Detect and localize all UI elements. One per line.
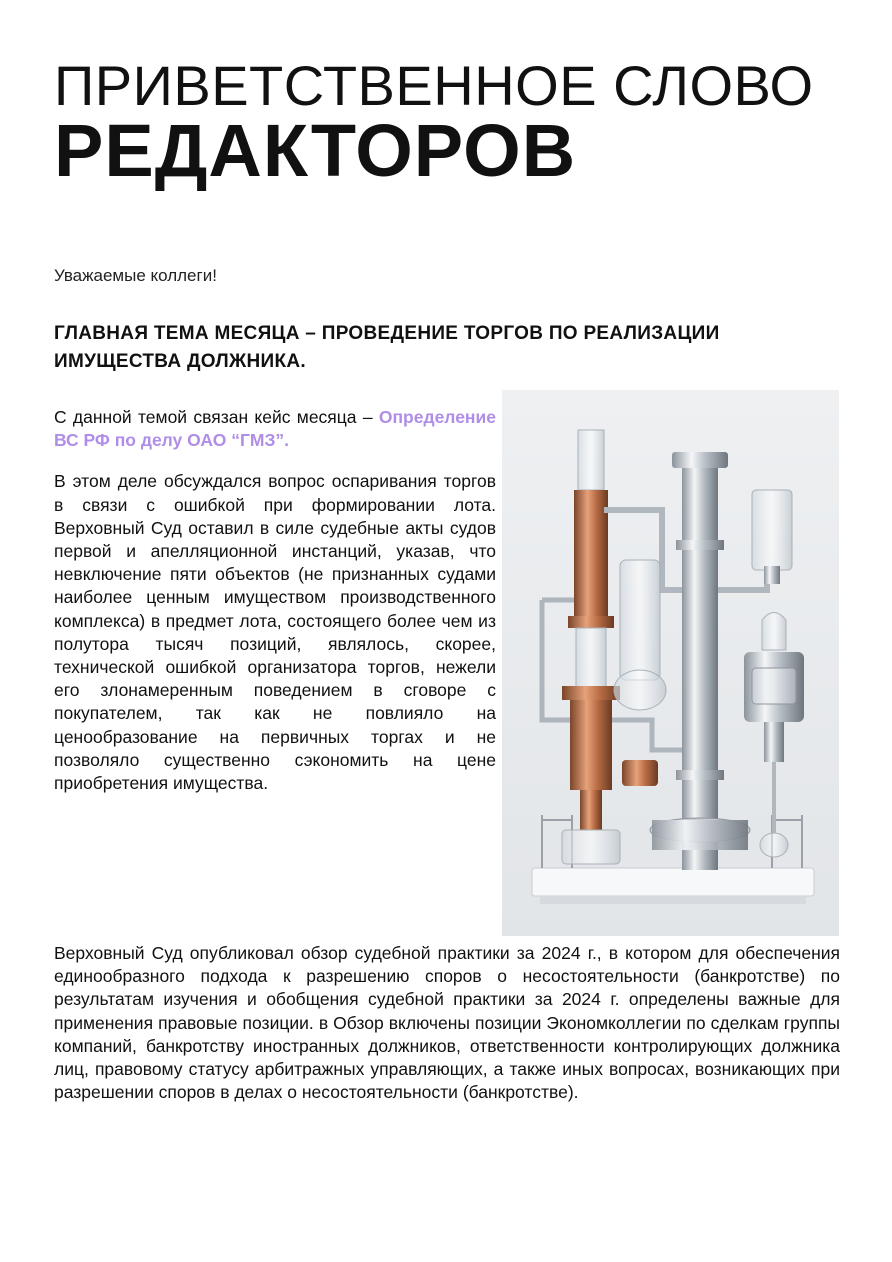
section-subheading: ГЛАВНАЯ ТЕМА МЕСЯЦА – ПРОВЕДЕНИЕ ТОРГОВ ПО РЕАЛИЗАЦИИ ИМУЩЕСТВА ДОЛЖНИКА. xyxy=(54,323,720,372)
review-paragraph: Верховный Суд опубликовал обзор судебной практики за 2024 г., в котором для обеспечения единообразного подхода к разрешению споров о несостоятельности (банкротстве) по результатам изучения и обобщения судебной практики за 2024 г. определены важные для применения правовые позиции. в Обзор включены позиции Экономколлегии по сделкам группы компаний, банкротству иностранных должников, ответственности контролирующих должника лиц, правовому статусу арбитражных управляющих, а также иных вопросах, возникающих при разрешении споров в делах о несостоятельности (банкротстве). xyxy=(54,943,840,1103)
case-column xyxy=(54,406,496,813)
greeting: Уважаемые коллеги! xyxy=(54,266,217,285)
page-title-line-2: РЕДАКТОРОВ xyxy=(54,109,577,192)
case-description: В этом деле обсуждался вопрос оспаривания торгов в связи с ошибкой при формировании лота. Верховный Суд оставил в силе судебные акты судов первой и апелляционной инстанций, указав, что невключение пяти объектов (не признанных судами наиболее ценным имуществом производственного комплекса) в предмет лота, состоящего более чем из полутора тысяч позиций, являлось, скорее, технической ошибкой организатора торгов, нежели его злонамеренным поведением в сговоре с покупателем, так как не повлияло на ценообразование на первичных торгах и не позволяло существенно сэкономить на цене приобретения имущества. xyxy=(54,471,496,794)
case-lead-paragraph xyxy=(54,406,496,452)
case-link[interactable]: Определение ВС РФ по делу ОАО “ГМЗ”. xyxy=(54,407,496,451)
page-title-line-1: ПРИВЕТСТВЕННОЕ СЛОВО xyxy=(54,54,814,117)
distillation-apparatus-icon xyxy=(502,390,839,936)
case-lead-text: С данной темой связан кейс месяца – xyxy=(54,407,379,427)
